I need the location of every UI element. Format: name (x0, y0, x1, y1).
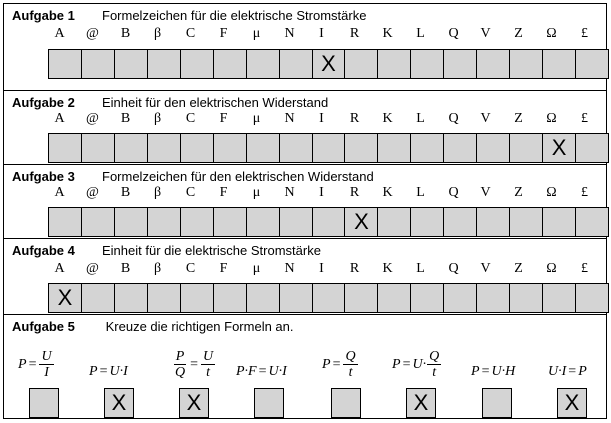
checkbox-cell[interactable] (378, 50, 411, 78)
letter-label: μ (252, 261, 261, 276)
checkbox-cell[interactable] (82, 50, 115, 78)
numerator: Q (345, 349, 356, 364)
task-number: Aufgabe 2 (12, 95, 75, 110)
formula-2 (89, 364, 128, 380)
checkbox-cell[interactable] (115, 284, 148, 312)
letter-label: A (54, 111, 65, 126)
checkbox-cell[interactable] (543, 50, 576, 78)
letter-label: K (382, 185, 393, 200)
formula-checkbox[interactable] (179, 388, 209, 418)
checkbox-cell[interactable] (543, 284, 576, 312)
checkbox-cell[interactable] (510, 50, 543, 78)
checkbox-cell[interactable] (280, 134, 313, 162)
checkbox-cell[interactable] (576, 208, 608, 236)
letter-label: Q (448, 185, 459, 200)
checkbox-row (48, 49, 609, 79)
task-2 (4, 90, 606, 164)
letter-label: A (54, 185, 65, 200)
letter-label: L (416, 111, 425, 126)
checkbox-cell[interactable] (82, 208, 115, 236)
letter-label: F (219, 261, 228, 276)
checkbox-cell[interactable] (148, 284, 181, 312)
letter-row (48, 111, 608, 127)
worksheet (3, 3, 607, 419)
checkbox-cell[interactable] (313, 50, 346, 78)
checkbox-cell[interactable] (378, 284, 411, 312)
checkbox-cell[interactable] (115, 134, 148, 162)
letter-label: N (284, 261, 295, 276)
task-4 (4, 238, 606, 314)
checkbox-cell[interactable] (148, 208, 181, 236)
checkbox-cell[interactable] (411, 50, 444, 78)
letter-label: L (416, 261, 425, 276)
numerator: Q (429, 349, 440, 364)
letter-label: Ω (546, 261, 557, 276)
equals-sign: = (402, 356, 411, 372)
letter-label: @ (86, 111, 99, 126)
checkbox-cell[interactable] (214, 208, 247, 236)
checkbox-cell[interactable] (49, 134, 82, 162)
letter-label: C (185, 185, 196, 200)
checkbox-cell[interactable] (510, 134, 543, 162)
checkbox-cell[interactable] (181, 50, 214, 78)
formula-lhs: P (89, 364, 98, 379)
denominator: t (206, 365, 211, 380)
letter-label: Z (514, 261, 523, 276)
equals-sign: = (332, 356, 341, 372)
checkbox-cell[interactable] (477, 284, 510, 312)
checkbox-cell[interactable] (444, 134, 477, 162)
checkbox-cell[interactable] (247, 284, 280, 312)
letter-label: Z (514, 185, 523, 200)
checkbox-cell[interactable] (313, 284, 346, 312)
checkbox-cell[interactable] (378, 208, 411, 236)
task-text: Formelzeichen für die elektrische Stromstärke (102, 8, 367, 23)
letter-label: μ (252, 185, 261, 200)
letter-label: K (382, 26, 393, 41)
formula-8 (548, 364, 587, 380)
equals-sign: = (481, 364, 490, 379)
formula-lhs: P (322, 356, 331, 372)
checkbox-cell[interactable] (510, 208, 543, 236)
letter-label: V (480, 261, 491, 276)
task-number: Aufgabe 3 (12, 169, 75, 184)
checkbox-cell[interactable] (477, 50, 510, 78)
formula-lhs: P (471, 364, 480, 379)
formula-prefix: U· (412, 356, 427, 372)
equals-sign: = (99, 364, 108, 379)
letter-label: @ (86, 261, 99, 276)
checkbox-cell[interactable] (345, 208, 378, 236)
formula-7 (471, 364, 515, 380)
letter-label: I (319, 261, 324, 276)
letter-label: R (349, 185, 360, 200)
checkbox-row (48, 207, 609, 237)
task-text: Einheit für die elektrische Stromstärke (102, 243, 321, 258)
task-1 (4, 4, 606, 90)
letter-label: £ (581, 26, 588, 41)
letter-label: B (120, 261, 131, 276)
letter-label: N (284, 26, 295, 41)
equals-sign: = (568, 364, 577, 379)
formula-6 (392, 349, 442, 380)
checkbox-cell[interactable] (313, 134, 346, 162)
rhs-fraction (427, 349, 441, 380)
checkbox-cell[interactable] (543, 134, 576, 162)
denominator: t (432, 365, 437, 380)
equals-sign: = (190, 356, 199, 372)
letter-label: Q (448, 111, 459, 126)
check-mark: X (551, 135, 567, 160)
letter-label: @ (86, 26, 99, 41)
letter-label: B (120, 111, 131, 126)
checkbox-cell[interactable] (280, 50, 313, 78)
letter-label: K (382, 261, 393, 276)
letter-label: C (185, 261, 196, 276)
letter-label: β (153, 261, 162, 276)
letter-label: Ω (546, 111, 557, 126)
checkbox-cell[interactable] (148, 134, 181, 162)
checkbox-row (48, 283, 609, 313)
letter-label: C (185, 111, 196, 126)
letter-label: L (416, 185, 425, 200)
letter-label: R (349, 26, 360, 41)
letter-label: A (54, 26, 65, 41)
letter-label: Ω (546, 26, 557, 41)
checkbox-cell[interactable] (444, 208, 477, 236)
checkbox-cell[interactable] (82, 134, 115, 162)
checkbox-cell[interactable] (411, 284, 444, 312)
letter-label: £ (581, 261, 588, 276)
numerator: P (175, 349, 185, 364)
letter-label: I (319, 26, 324, 41)
checkbox-cell[interactable] (148, 50, 181, 78)
checkbox-cell[interactable] (576, 134, 608, 162)
checkbox-cell[interactable] (115, 50, 148, 78)
formula-1 (18, 349, 55, 380)
checkbox-cell[interactable] (345, 50, 378, 78)
letter-label: £ (581, 185, 588, 200)
checkbox-cell[interactable] (444, 284, 477, 312)
equals-sign: = (258, 364, 267, 379)
formula-lhs: U·I (548, 364, 567, 379)
numerator: U (41, 349, 52, 364)
checkbox-cell[interactable] (345, 284, 378, 312)
letter-label: F (219, 26, 228, 41)
letter-label: L (416, 26, 425, 41)
formula-checkbox[interactable] (406, 388, 436, 418)
letter-label: F (219, 185, 228, 200)
formula-checkbox[interactable] (254, 388, 284, 418)
checkbox-cell[interactable] (181, 284, 214, 312)
numerator: U (203, 349, 214, 364)
letter-label: @ (86, 185, 99, 200)
rhs-fraction (201, 349, 215, 380)
task-5 (4, 314, 606, 420)
letter-label: V (480, 26, 491, 41)
letter-label: β (153, 26, 162, 41)
letter-label: Q (448, 261, 459, 276)
checkbox-cell[interactable] (576, 284, 608, 312)
rhs-fraction (39, 349, 53, 380)
checkbox-cell[interactable] (49, 284, 82, 312)
checkbox-cell[interactable] (444, 50, 477, 78)
checkbox-row (48, 133, 609, 163)
formula-5 (322, 349, 359, 380)
letter-label: I (319, 185, 324, 200)
checkbox-cell[interactable] (181, 134, 214, 162)
checkbox-cell[interactable] (411, 134, 444, 162)
formula-4 (236, 364, 287, 380)
checkbox-cell[interactable] (49, 50, 82, 78)
letter-label: K (382, 111, 393, 126)
checkbox-cell[interactable] (280, 284, 313, 312)
task-text: Formelzeichen für den elektrischen Widerstand (102, 169, 374, 184)
letter-label: Q (448, 26, 459, 41)
formula-rhs: P (578, 364, 587, 379)
formula-lhs: P (392, 356, 401, 372)
check-mark: X (354, 209, 369, 234)
denominator: Q (175, 365, 186, 380)
formula-rhs: U·I (109, 364, 128, 379)
denominator: t (348, 365, 353, 380)
check-mark: X (321, 51, 336, 76)
letter-label: B (120, 26, 131, 41)
check-mark: X (564, 390, 580, 415)
checkbox-cell[interactable] (247, 134, 280, 162)
letter-label: β (153, 111, 162, 126)
letter-label: μ (252, 26, 261, 41)
letter-label: Ω (546, 185, 557, 200)
checkbox-cell[interactable] (247, 50, 280, 78)
formula-rhs: U·H (491, 364, 516, 379)
letter-label: £ (581, 111, 588, 126)
letter-label: B (120, 185, 131, 200)
letter-label: N (284, 111, 295, 126)
formula-checkbox[interactable] (104, 388, 134, 418)
check-mark: X (186, 390, 202, 415)
checkbox-cell[interactable] (82, 284, 115, 312)
checkbox-cell[interactable] (49, 208, 82, 236)
letter-label: Z (514, 111, 523, 126)
letter-label: R (349, 111, 360, 126)
letter-label: V (480, 111, 491, 126)
letter-label: N (284, 185, 295, 200)
checkbox-cell[interactable] (214, 284, 247, 312)
letter-label: C (185, 26, 196, 41)
checkbox-cell[interactable] (345, 134, 378, 162)
checkbox-cell[interactable] (214, 50, 247, 78)
checkbox-cell[interactable] (477, 208, 510, 236)
denominator: I (44, 365, 49, 380)
formula-lhs: P (18, 356, 27, 372)
letter-row (48, 261, 608, 277)
letter-label: β (153, 185, 162, 200)
task-number: Aufgabe 1 (12, 8, 75, 23)
check-mark: X (413, 390, 429, 415)
checkbox-cell[interactable] (214, 134, 247, 162)
check-mark: X (57, 285, 73, 310)
checkbox-cell[interactable] (115, 208, 148, 236)
checkbox-cell[interactable] (280, 208, 313, 236)
task-3 (4, 164, 606, 238)
formula-checkbox[interactable] (331, 388, 361, 418)
checkbox-cell[interactable] (411, 208, 444, 236)
letter-label: μ (252, 111, 261, 126)
equals-sign: = (28, 356, 37, 372)
checkbox-cell[interactable] (576, 50, 608, 78)
checkbox-cell[interactable] (510, 284, 543, 312)
task-text: Einheit für den elektrischen Widerstand (102, 95, 329, 110)
formula-lhs: P·F (236, 364, 257, 379)
letter-row (48, 185, 608, 201)
formula-checkbox[interactable] (29, 388, 59, 418)
letter-label: A (54, 261, 65, 276)
checkbox-cell[interactable] (313, 208, 346, 236)
letter-label: I (319, 111, 324, 126)
letter-label: Z (514, 26, 523, 41)
checkbox-cell[interactable] (543, 208, 576, 236)
task-number: Aufgabe 4 (12, 243, 75, 258)
lhs-fraction (173, 349, 187, 380)
rhs-fraction (343, 349, 357, 380)
letter-label: F (219, 111, 228, 126)
check-mark: X (111, 390, 127, 415)
checkbox-cell[interactable] (181, 208, 214, 236)
letter-row (48, 26, 608, 42)
task-text: Kreuze die richtigen Formeln an. (105, 319, 294, 334)
task-number: Aufgabe 5 (12, 319, 75, 334)
formula-checkbox[interactable] (482, 388, 512, 418)
formula-3 (172, 349, 216, 380)
checkbox-cell[interactable] (247, 208, 280, 236)
checkbox-cell[interactable] (477, 134, 510, 162)
letter-label: V (480, 185, 491, 200)
checkbox-cell[interactable] (378, 134, 411, 162)
formula-checkbox[interactable] (557, 388, 587, 418)
formula-rhs: U·I (268, 364, 287, 379)
letter-label: R (349, 261, 360, 276)
